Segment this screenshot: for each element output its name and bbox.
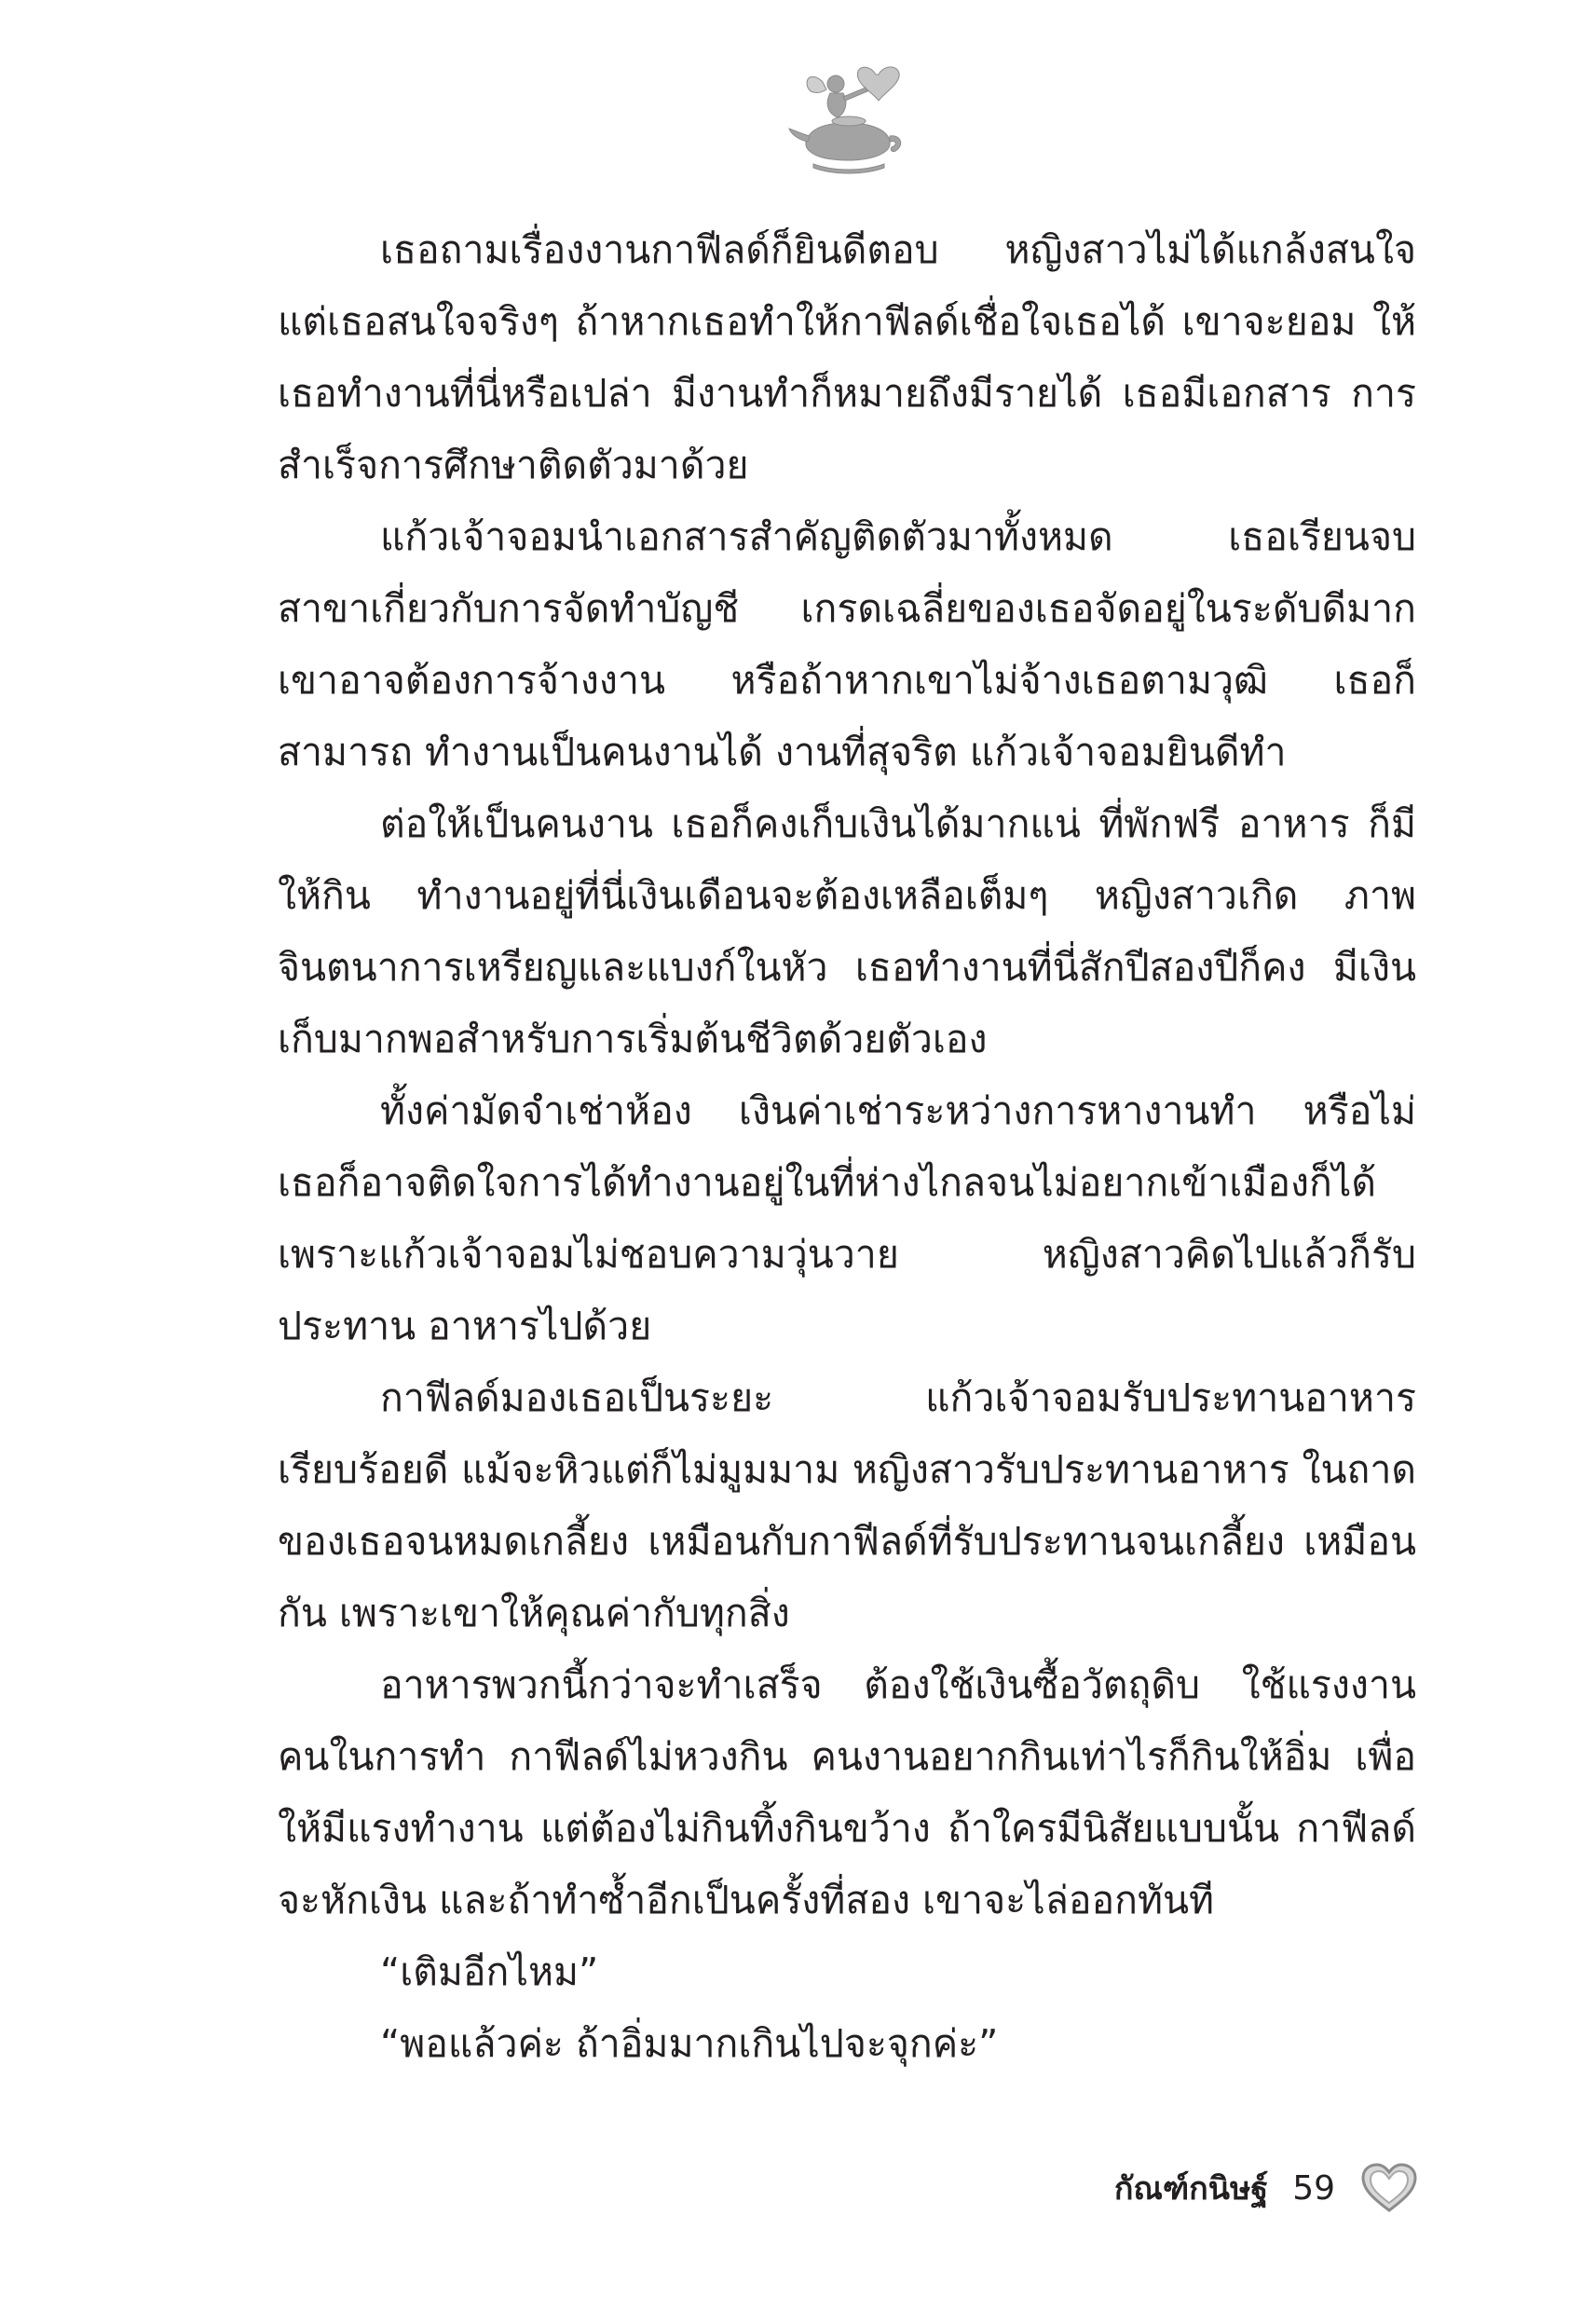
page-footer — [1114, 2160, 1419, 2216]
dialogue-line-1: “เติมอีกไหม” — [380, 1949, 599, 1994]
dialogue-line-2: “พอแล้วค่ะ ถ้าอิ่มมากเกินไปจะจุกค่ะ” — [380, 2021, 999, 2066]
book-title: กัณฑ์กนิษฐ์ — [1113, 2170, 1269, 2208]
paragraph-1: เธอถามเรื่องงานกาฟีลด์ก็ยินดีตอบ หญิงสาวไม่ได้แกล้งสนใจ แต่เธอสนใจจริงๆ ถ้าหากเธอทำให้กาฟีลด์เชื่อใจเธอได้ เขาจะยอม ให้เธอทำงานที่นี่หรือเปล่า มีงานทำก็หมายถึงมีรายได้ เธอมีเอกสาร การสำเร็จการศึกษาติดตัวมาด้วย — [278, 227, 1416, 487]
cupid-teapot-ornament-icon — [787, 56, 908, 186]
paragraph-4: ทั้งค่ามัดจำเช่าห้อง เงินค่าเช่าระหว่างการหางานทำ หรือไม่ เธอก็อาจติดใจการได้ทำงานอยู่ในที่ห่างไกลจนไม่อยากเข้าเมืองก็ได้ เพราะแก้วเจ้าจอมไม่ชอบความวุ่นวาย หญิงสาวคิดไปแล้วก็รับประทาน อาหารไปด้วย — [278, 1088, 1416, 1348]
heart-icon — [1359, 2162, 1419, 2214]
paragraph-5: กาฟีลด์มองเธอเป็นระยะ แก้วเจ้าจอมรับประทานอาหาร เรียบร้อยดี แม้จะหิวแต่ก็ไม่มูมมาม หญิงสาวรับประทานอาหาร ในถาดของเธอจนหมดเกลี้ยง เหมือนกับกาฟีลด์ที่รับประทานจนเกลี้ยง เหมือนกัน เพราะเขาให้คุณค่ากับทุกสิ่ง — [278, 1375, 1416, 1635]
paragraph-6: อาหารพวกนี้กว่าจะทำเสร็จ ต้องใช้เงินซื้อวัตถุดิบ ใช้แรงงาน คนในการทำ กาฟีลด์ไม่หวงกิน คนงานอยากกินเท่าไรก็กินให้อิ่ม เพื่อให้มีแรงทำงาน แต่ต้องไม่กินทิ้งกินขว้าง ถ้าใครมีนิสัยแบบนั้น กาฟีลด์จะหักเงิน และถ้าทำซ้ำอีกเป็นครั้งที่สอง เขาจะไล่ออกทันที — [278, 1662, 1416, 1922]
story-text — [278, 214, 1416, 2080]
paragraph-3: ต่อให้เป็นคนงาน เธอก็คงเก็บเงินได้มากแน่ ที่พักฟรี อาหาร ก็มีให้กิน ทำงานอยู่ที่นี่เงินเดือนจะต้องเหลือเต็มๆ หญิงสาวเกิด ภาพจินตนาการเหรียญและแบงก์ในหัว เธอทำงานที่นี่สักปีสองปีก็คง มีเงินเก็บมากพอสำหรับการเริ่มต้นชีวิตด้วยตัวเอง — [278, 801, 1416, 1061]
paragraph-2: แก้วเจ้าจอมนำเอกสารสำคัญติดตัวมาทั้งหมด เธอเรียนจบ สาขาเกี่ยวกับการจัดทำบัญชี เกรดเฉลี่ยของเธอจัดอยู่ในระดับดีมาก เขาอาจต้องการจ้างงาน หรือถ้าหากเขาไม่จ้างเธอตามวุฒิ เธอก็สามารถ ทำงานเป็นคนงานได้ งานที่สุจริต แก้วเจ้าจอมยินดีทำ — [278, 514, 1416, 774]
page-number: 59 — [1292, 2168, 1335, 2208]
